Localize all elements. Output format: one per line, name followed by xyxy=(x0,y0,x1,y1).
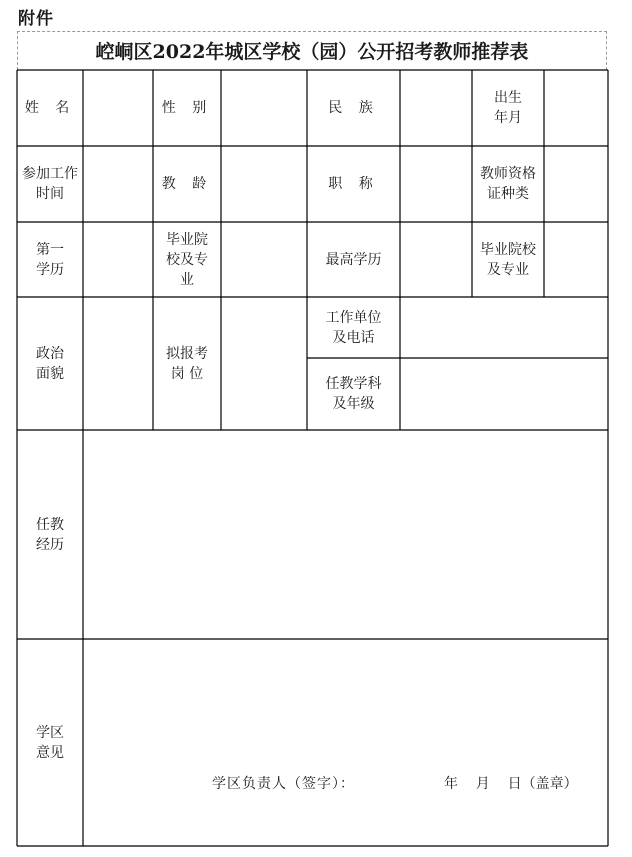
label-apply-post: 拟报考岗 位 xyxy=(166,345,208,382)
form-title: 崆峒区2022年城区学校（园）公开招考教师推荐表 xyxy=(95,41,529,63)
label-experience: 任教经历 xyxy=(36,516,64,553)
label-name: 姓 名 xyxy=(24,100,76,116)
label-cert-type: 教师资格证种类 xyxy=(480,166,536,202)
label-gender: 性 别 xyxy=(161,100,213,116)
label-work-start: 参加工作时间 xyxy=(22,166,78,202)
first-degree-field[interactable] xyxy=(83,222,153,297)
grad-school-1-field[interactable] xyxy=(221,222,307,297)
subject-grade-field[interactable] xyxy=(400,358,608,430)
label-title-rank: 职 称 xyxy=(328,176,379,192)
label-grad-school-2: 毕业院校及专业 xyxy=(480,241,536,278)
birth-field[interactable] xyxy=(544,70,608,146)
label-grad-school-1: 毕业院校及专业 xyxy=(166,231,208,288)
attachment-label: 附件 xyxy=(18,9,54,29)
label-district-opinion: 学区意见 xyxy=(36,724,64,761)
district-opinion-field[interactable] xyxy=(83,639,608,846)
ethnicity-field[interactable] xyxy=(400,70,472,146)
political-field[interactable] xyxy=(83,297,153,430)
label-birth: 出生 年月 xyxy=(494,90,522,126)
employer-phone-field[interactable] xyxy=(400,297,608,358)
cert-type-field[interactable] xyxy=(544,146,608,222)
label-first-degree: 第一学历 xyxy=(36,241,64,278)
highest-degree-field[interactable] xyxy=(400,222,472,297)
label-employer-phone: 工作单位及电话 xyxy=(325,309,382,346)
label-subject-grade: 任教学科及年级 xyxy=(325,376,382,412)
teaching-years-field[interactable] xyxy=(221,146,307,222)
label-political: 政治面貌 xyxy=(36,345,64,382)
signature-date: 年 月 日（盖章） xyxy=(444,776,578,792)
work-start-field[interactable] xyxy=(83,146,153,222)
label-ethnicity: 民 族 xyxy=(328,100,379,116)
signature-label: 学区负责人（签字）： xyxy=(212,776,355,792)
gender-field[interactable] xyxy=(221,70,307,146)
experience-field[interactable] xyxy=(83,430,608,639)
apply-post-field[interactable] xyxy=(221,297,307,430)
name-field[interactable] xyxy=(83,70,153,146)
grad-school-2-field[interactable] xyxy=(544,222,608,297)
label-highest-degree: 最高学历 xyxy=(325,251,382,268)
title-rank-field[interactable] xyxy=(400,146,472,222)
label-teaching-years: 教 龄 xyxy=(161,176,213,192)
